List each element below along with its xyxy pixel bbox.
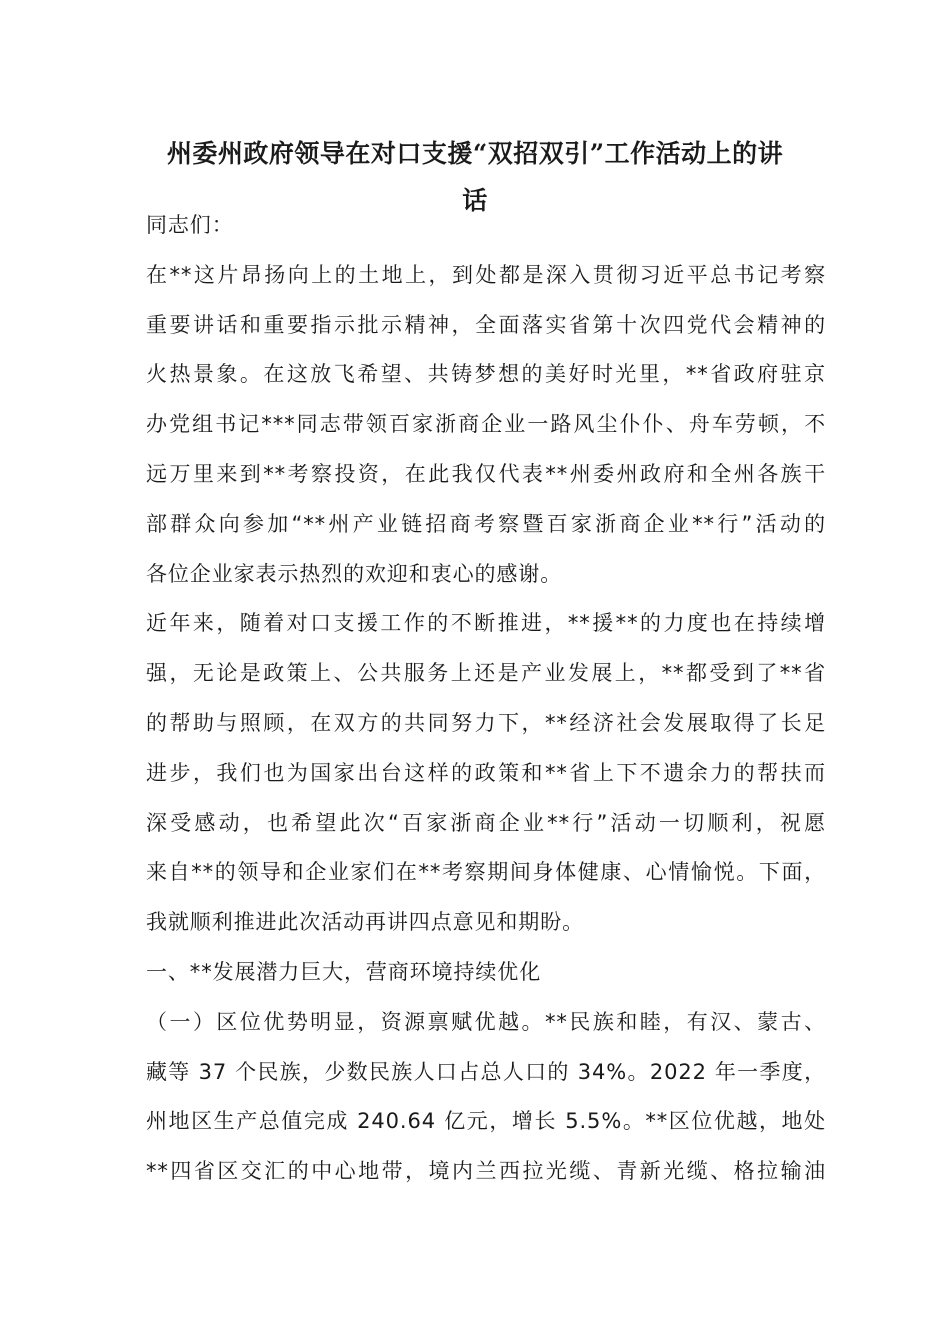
paragraph-line: 进步，我们也为国家出台这样的政策和**省上下不遗余力的帮扶而 — [146, 760, 826, 785]
paragraph-line: 部群众向参加“**州产业链招商考察暨百家浙商企业**行”活动的 — [146, 511, 826, 536]
paragraph-line: 重要讲话和重要指示批示精神，全面落实省第十次四党代会精神的 — [146, 312, 826, 337]
paragraph-2 — [146, 599, 826, 948]
paragraph-line: 近年来，随着对口支援工作的不断推进，**援**的力度也在持续增 — [146, 611, 826, 636]
greeting-paragraph — [146, 201, 826, 251]
paragraph-line: （一）区位优势明显，资源禀赋优越。**民族和睦，有汉、蒙古、 — [146, 1009, 826, 1034]
document-body — [146, 201, 826, 1197]
paragraph-line: 火热景象。在这放飞希望、共铸梦想的美好时光里，**省政府驻京 — [146, 362, 826, 387]
paragraph-line: 藏等 37 个民族，少数民族人口占总人口的 34%。2022 年一季度， — [146, 1059, 826, 1084]
paragraph-line: 我就顺利推进此次活动再讲四点意见和期盼。 — [146, 910, 584, 935]
greeting: 同志们： — [146, 213, 234, 237]
document-title-line-2: 话 — [462, 186, 488, 215]
section-heading-1 — [146, 948, 826, 998]
paragraph-1 — [146, 251, 826, 600]
paragraph-line: 远万里来到**考察投资，在此我仅代表**州委州政府和全州各族干 — [146, 461, 826, 486]
paragraph-3 — [146, 998, 826, 1197]
paragraph-line: 各位企业家表示热烈的欢迎和衷心的感谢。 — [146, 561, 563, 586]
paragraph-line: 办党组书记***同志带领百家浙商企业一路风尘仆仆、舟车劳顿，不 — [146, 412, 826, 437]
paragraph-line: 州地区生产总值完成 240.64 亿元，增长 5.5%。**区位优越，地处 — [146, 1109, 826, 1134]
section-heading: 一、**发展潜力巨大，营商环境持续优化 — [146, 959, 542, 984]
document-title-line-1: 州委州政府领导在对口支援“双招双引”工作活动上的讲 — [166, 139, 784, 168]
paragraph-line: 的帮助与照顾，在双方的共同努力下，**经济社会发展取得了长足 — [146, 710, 826, 735]
paragraph-line: 强，无论是政策上、公共服务上还是产业发展上，**都受到了**省 — [146, 661, 826, 686]
paragraph-line: 深受感动，也希望此次“百家浙商企业**行”活动一切顺利，祝愿 — [146, 810, 826, 835]
paragraph-line: 在**这片昂扬向上的土地上，到处都是深入贯彻习近平总书记考察 — [146, 262, 826, 287]
paragraph-line: 来自**的领导和企业家们在**考察期间身体健康、心情愉悦。下面， — [146, 860, 826, 885]
paragraph-line: **四省区交汇的中心地带，境内兰西拉光缆、青新光缆、格拉输油 — [146, 1159, 826, 1184]
